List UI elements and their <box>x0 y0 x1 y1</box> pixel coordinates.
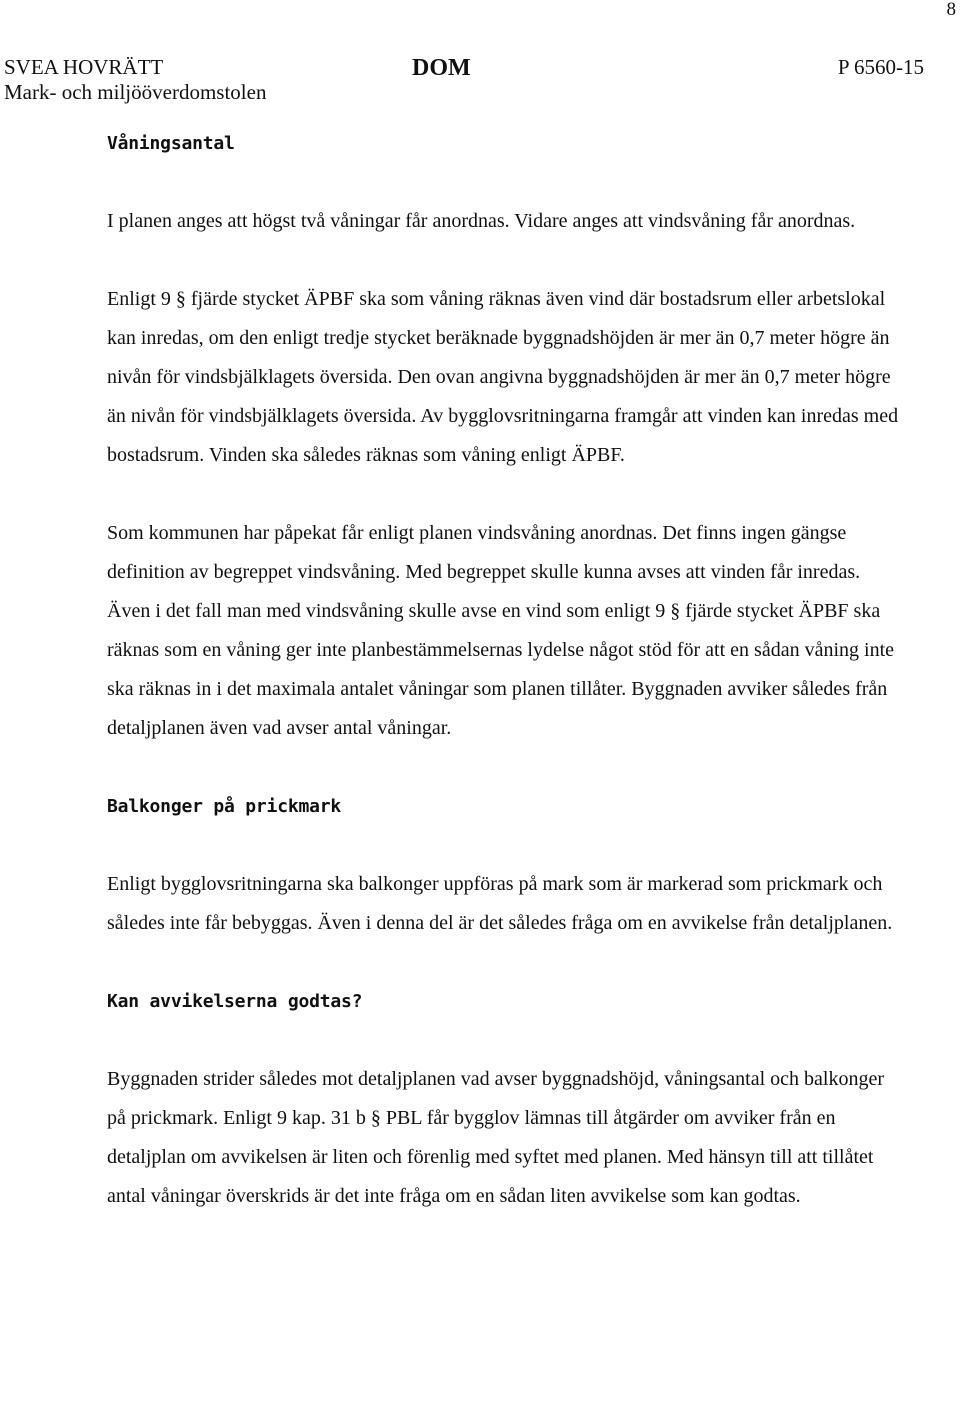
paragraph: Enligt 9 § fjärde stycket ÄPBF ska som våning räknas även vind där bostadsrum eller arbetslokal kan inredas, om den enligt tredje stycket beräknade byggnadshöjden är mer än 0,7 meter högre än nivån för vindsbjälklagets översida. Den ovan angivna byggnadshöjden är mer än 0,7 meter högre än nivån för vindsbjälklagets översida. Av bygglovsritningarna framgår att vinden kan inredas med bostadsrum. Vinden ska således räknas som våning enligt ÄPBF. <box>107 288 899 466</box>
court-department: Mark- och miljööverdomstolen <box>4 80 267 104</box>
section-heading-balkonger: Balkonger på prickmark <box>107 796 342 817</box>
document-header <box>4 54 924 106</box>
case-number: P 6560-15 <box>837 55 924 79</box>
document-type: DOM <box>412 55 471 81</box>
paragraph: I planen anges att högst två våningar får anordnas. Vidare anges att vindsvåning får anordnas. <box>107 210 856 232</box>
section-heading-vaningsantal: Våningsantal <box>107 133 235 154</box>
section-heading-avvikelser: Kan avvikelserna godtas? <box>107 991 363 1012</box>
paragraph: Enligt bygglovsritningarna ska balkonger uppföras på mark som är markerad som prickmark och således inte får bebyggas. Även i denna del är det således fråga om en avvikelse från detaljplanen. <box>107 873 893 934</box>
paragraph: Som kommunen har påpekat får enligt planen vindsvåning anordnas. Det finns ingen gängse definition av begreppet vindsvåning. Med begreppet skulle kunna avses att vinden får inredas. Även i det fall man med vindsvåning skulle avse en vind som enligt 9 § fjärde stycket ÄPBF ska räknas som en våning ger inte planbestämmelsernas lydelse något stöd för att en sådan våning inte ska räknas in i det maximala antalet våningar som planen tillåter. Byggnaden avviker således från detaljplanen även vad avser antal våningar. <box>107 522 895 739</box>
page-number: 8 <box>946 0 956 20</box>
paragraph: Byggnaden strider således mot detaljplanen vad avser byggnadshöjd, våningsantal och balkonger på prickmark. Enligt 9 kap. 31 b § PBL får bygglov lämnas till åtgärder om avviker från en detaljplan om avvikelsen är liten och förenlig med syftet med planen. Med hänsyn till att tillåtet antal våningar överskrids är det inte fråga om en sådan liten avvikelse som kan godtas. <box>107 1068 885 1207</box>
court-name: SVEA HOVRÄTT <box>4 55 164 79</box>
document-body <box>107 124 907 1216</box>
